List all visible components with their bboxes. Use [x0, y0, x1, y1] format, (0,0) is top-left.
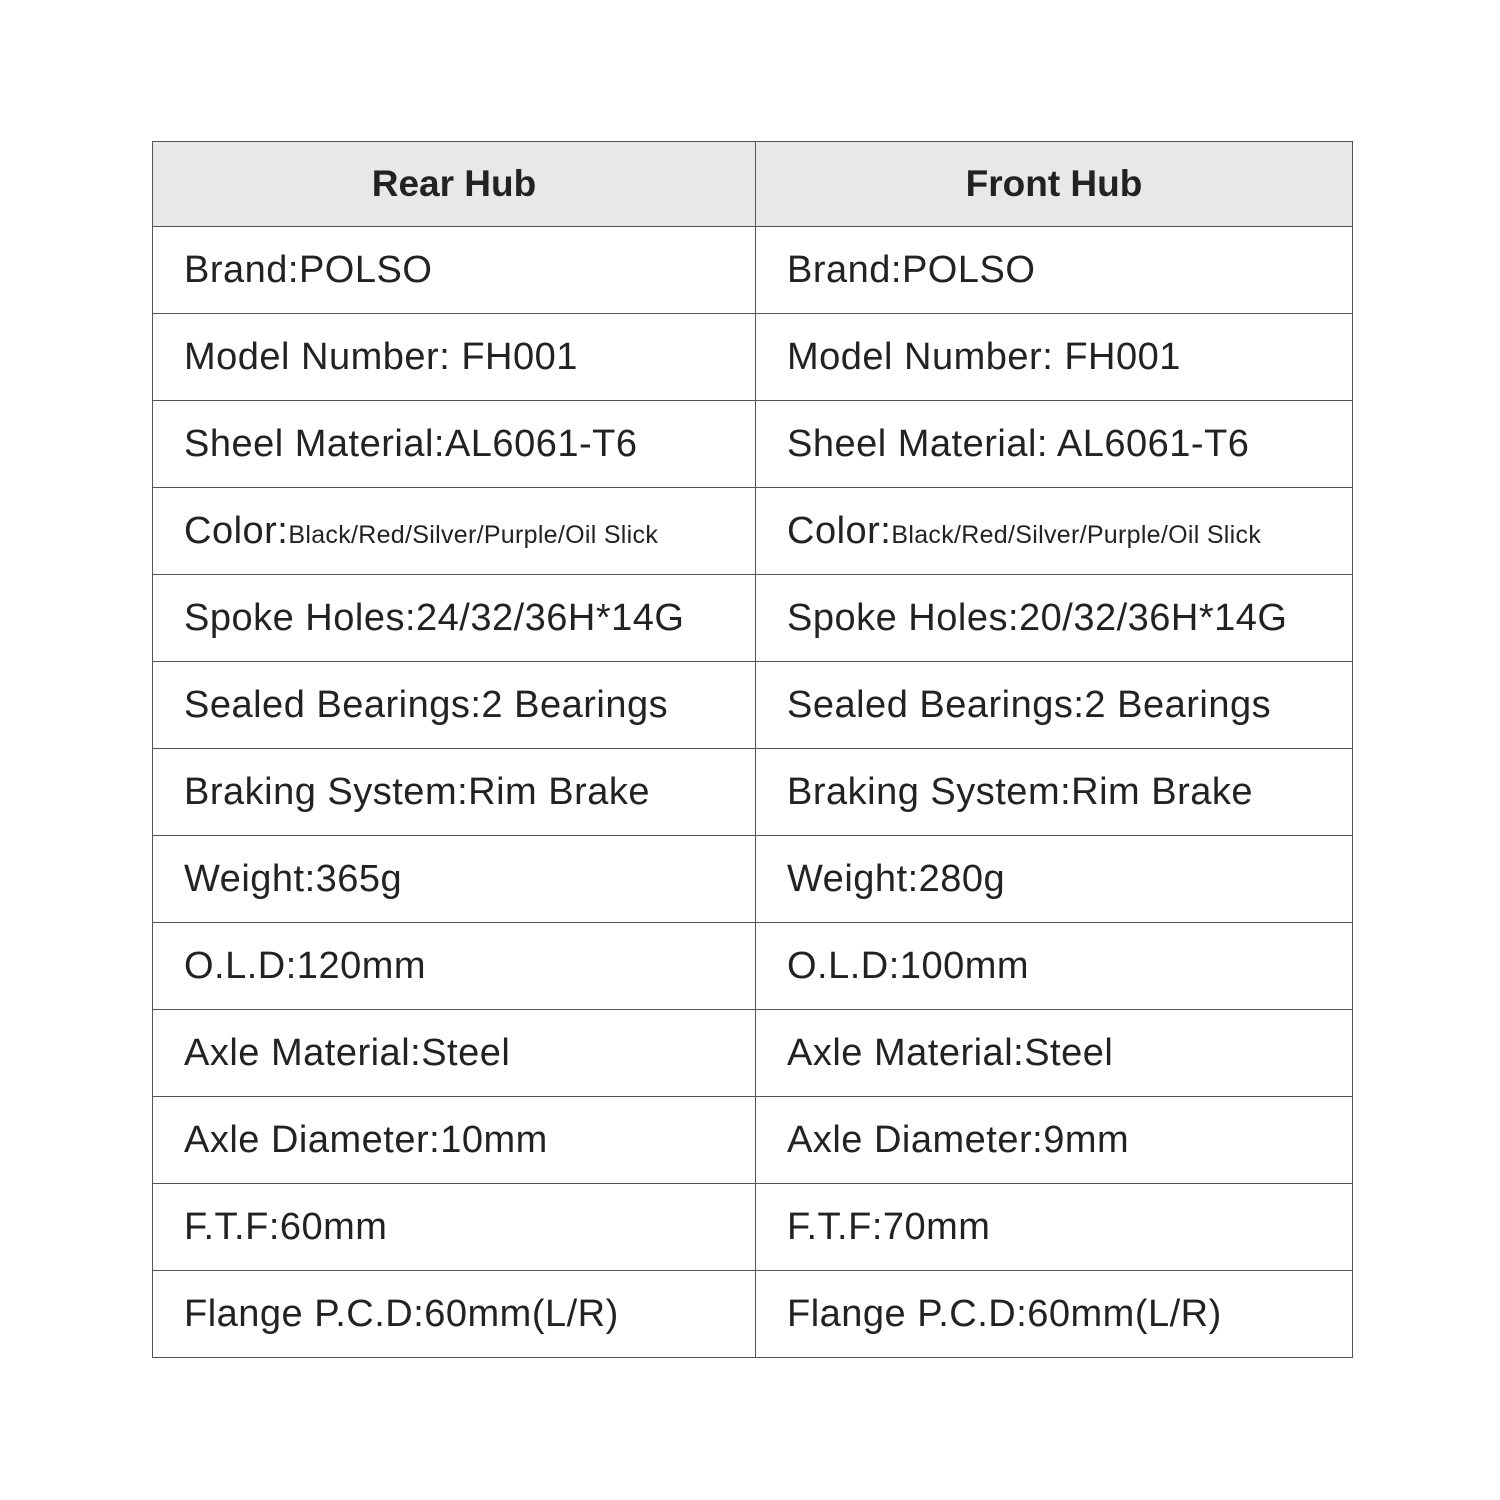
front-brand-cell: Brand:POLSO	[756, 227, 1353, 314]
front-color-label: Color:	[787, 509, 892, 552]
table-row-spoke-holes	[153, 575, 1353, 662]
rear-weight-cell: Weight:365g	[153, 836, 756, 923]
table-row-braking-system	[153, 749, 1353, 836]
front-shell-material-cell: Sheel Material: AL6061-T6	[756, 401, 1353, 488]
table-row-ftf	[153, 1184, 1353, 1271]
front-sealed-bearings-cell: Sealed Bearings:2 Bearings	[756, 662, 1353, 749]
header-row	[153, 142, 1353, 227]
front-axle-diameter-cell: Axle Diameter:9mm	[756, 1097, 1353, 1184]
table-row-old	[153, 923, 1353, 1010]
table-row-shell-material	[153, 401, 1353, 488]
table-row-color	[153, 488, 1353, 575]
rear-color-label: Color:	[184, 509, 289, 552]
front-hub-header: Front Hub	[756, 142, 1353, 227]
rear-old-cell: O.L.D:120mm	[153, 923, 756, 1010]
front-color-value: Black/Red/Silver/Purple/Oil Slick	[891, 520, 1262, 549]
table-row-weight	[153, 836, 1353, 923]
front-old-cell: O.L.D:100mm	[756, 923, 1353, 1010]
rear-model-number-cell: Model Number: FH001	[153, 314, 756, 401]
rear-sealed-bearings-cell: Sealed Bearings:2 Bearings	[153, 662, 756, 749]
table-row-flange-pcd	[153, 1271, 1353, 1358]
table-row-brand	[153, 227, 1353, 314]
front-model-number-cell: Model Number: FH001	[756, 314, 1353, 401]
front-flange-pcd-cell: Flange P.C.D:60mm(L/R)	[756, 1271, 1353, 1358]
rear-color-cell	[153, 488, 756, 575]
table-row-sealed-bearings	[153, 662, 1353, 749]
rear-color-value: Black/Red/Silver/Purple/Oil Slick	[288, 520, 659, 549]
rear-axle-diameter-cell: Axle Diameter:10mm	[153, 1097, 756, 1184]
front-color-cell	[756, 488, 1353, 575]
rear-shell-material-cell: Sheel Material:AL6061-T6	[153, 401, 756, 488]
front-weight-cell: Weight:280g	[756, 836, 1353, 923]
table-row-axle-diameter	[153, 1097, 1353, 1184]
front-ftf-cell: F.T.F:70mm	[756, 1184, 1353, 1271]
hub-spec-table	[152, 141, 1353, 1358]
rear-hub-header: Rear Hub	[153, 142, 756, 227]
table-row-axle-material	[153, 1010, 1353, 1097]
front-spoke-holes-cell: Spoke Holes:20/32/36H*14G	[756, 575, 1353, 662]
rear-axle-material-cell: Axle Material:Steel	[153, 1010, 756, 1097]
rear-ftf-cell: F.T.F:60mm	[153, 1184, 756, 1271]
front-braking-system-cell: Braking System:Rim Brake	[756, 749, 1353, 836]
front-axle-material-cell: Axle Material:Steel	[756, 1010, 1353, 1097]
rear-brand-cell: Brand:POLSO	[153, 227, 756, 314]
rear-spoke-holes-cell: Spoke Holes:24/32/36H*14G	[153, 575, 756, 662]
table-row-model-number	[153, 314, 1353, 401]
rear-braking-system-cell: Braking System:Rim Brake	[153, 749, 756, 836]
rear-flange-pcd-cell: Flange P.C.D:60mm(L/R)	[153, 1271, 756, 1358]
